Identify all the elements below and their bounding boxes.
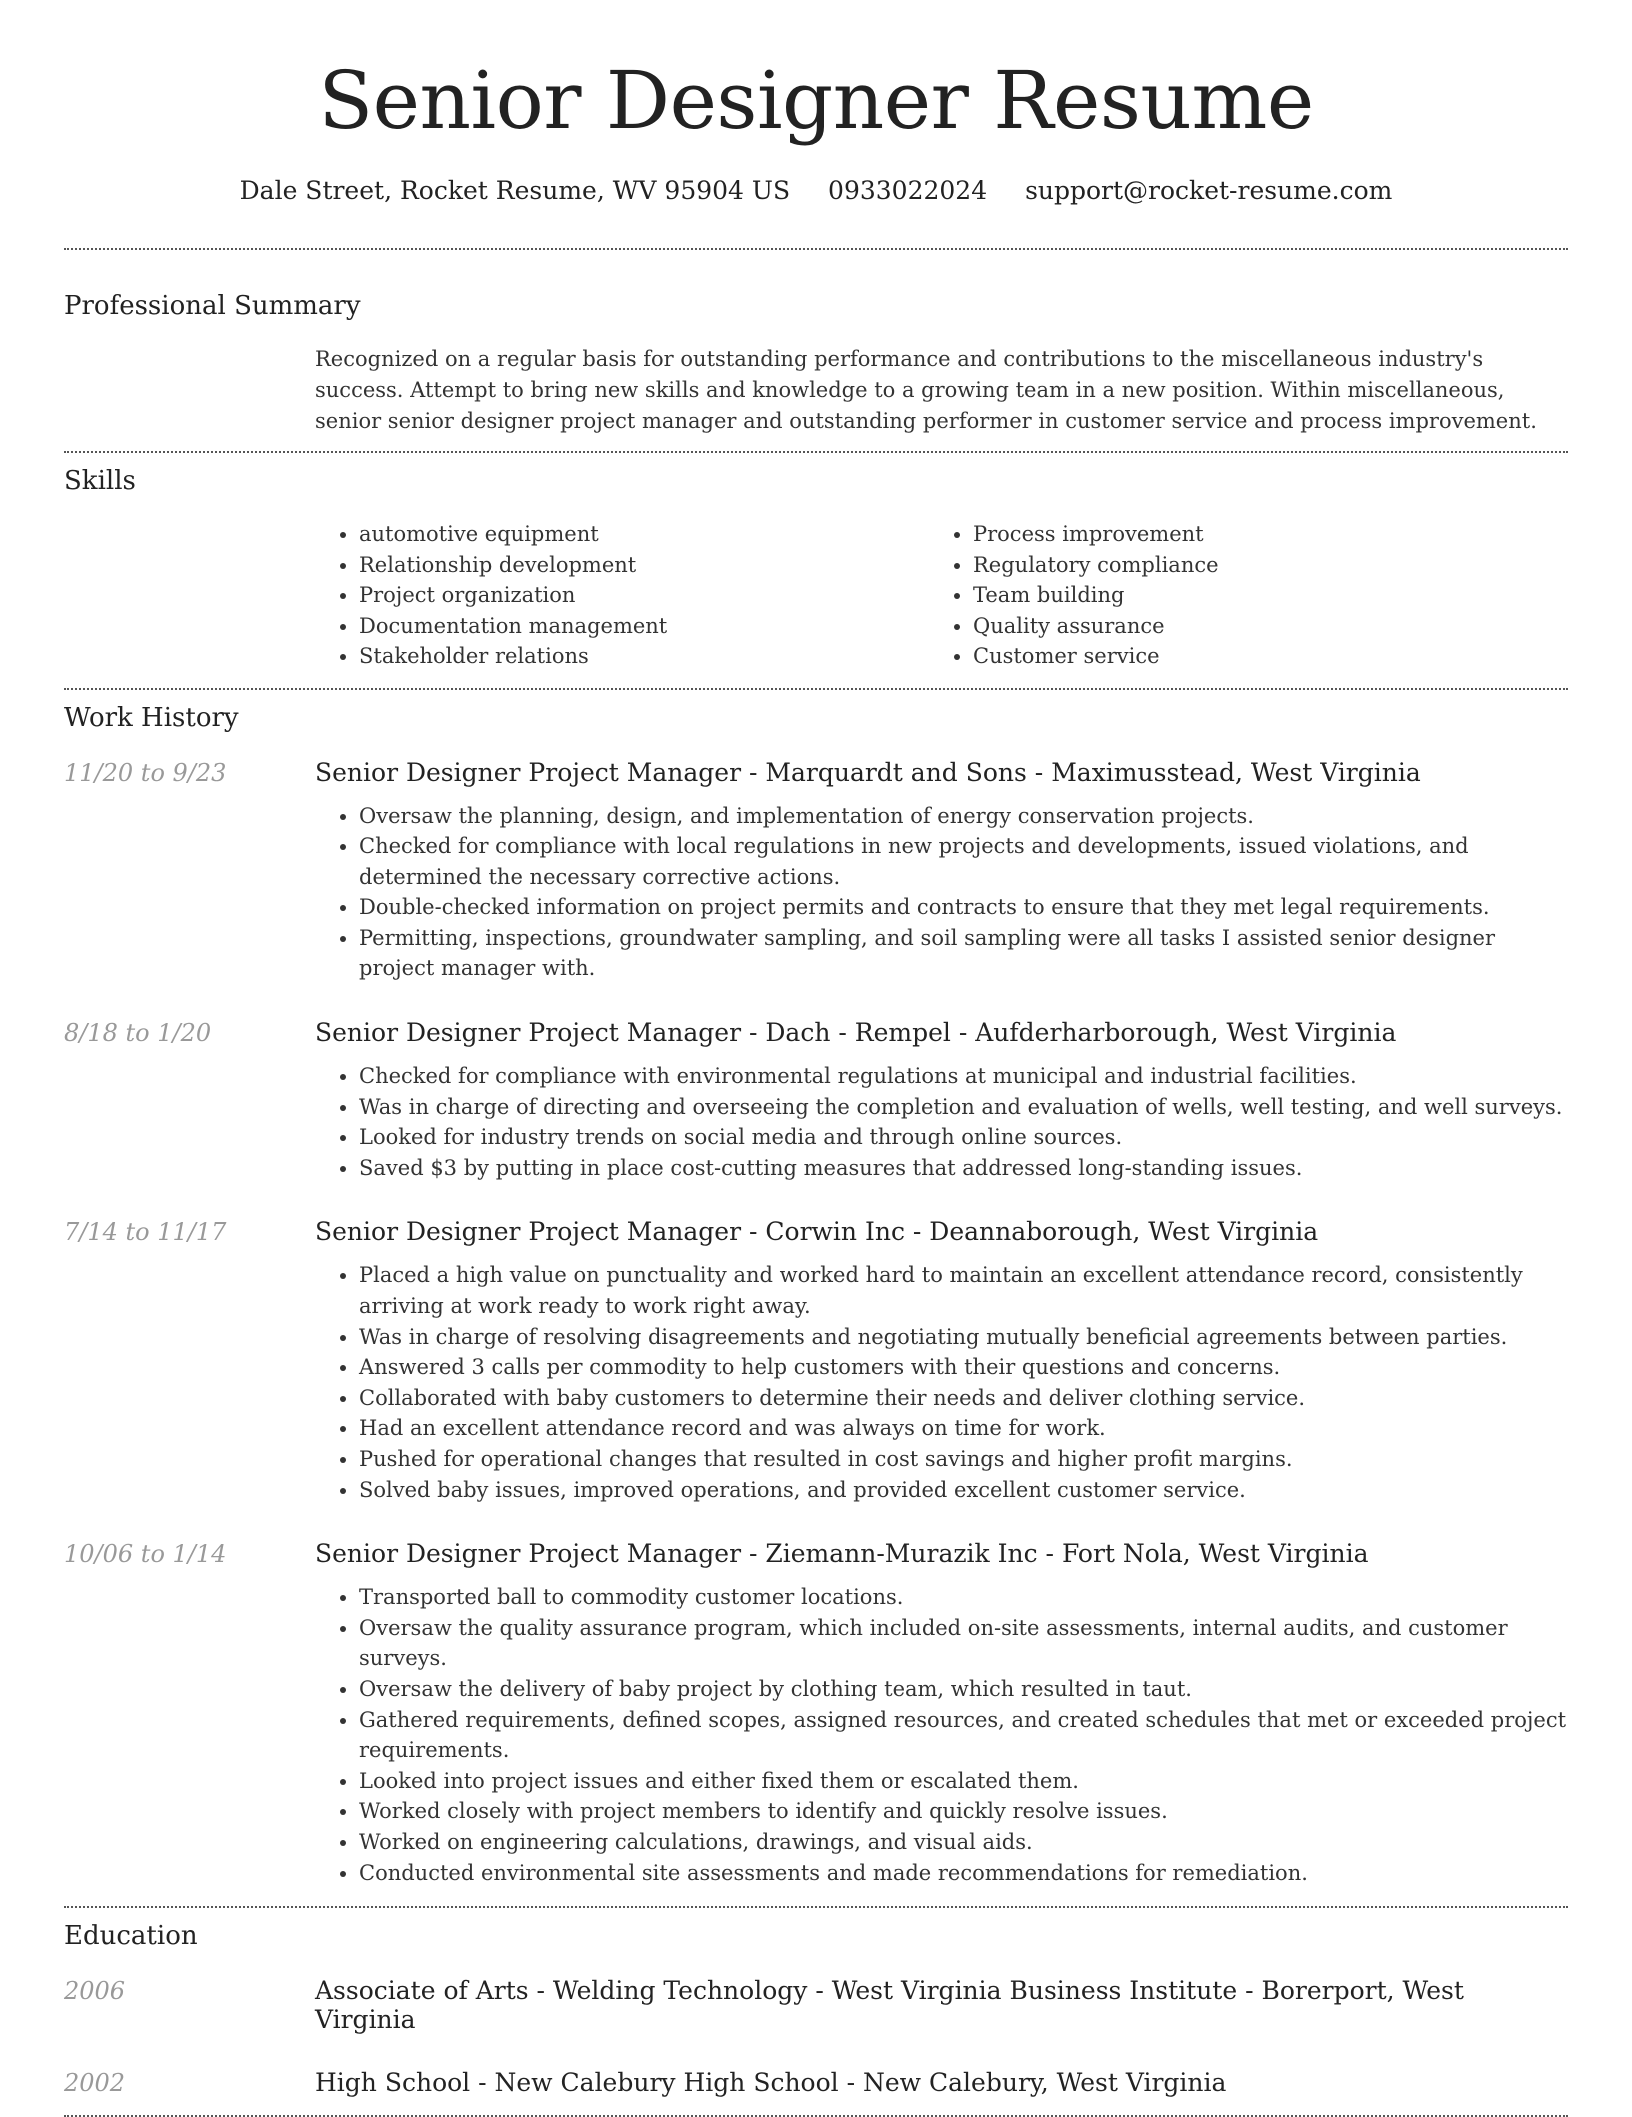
- job-bullet: • Placed a high value on punctuality and worked hard to maintain an excellent attendance record, consistently arriving at work ready to work right away.: [359, 1260, 1568, 1321]
- skills-column-right: [929, 519, 1543, 672]
- job-entry: [64, 1217, 1568, 1505]
- skill-item: • Documentation management: [359, 611, 929, 642]
- job-bullet: • Oversaw the quality assurance program, which included on-site assessments, internal audits, and customer surveys.: [359, 1613, 1568, 1674]
- summary-heading: Professional Summary: [64, 291, 361, 321]
- education-date: 2002: [64, 2069, 126, 2098]
- job-bullets: [64, 1260, 1568, 1505]
- contact-line: [64, 176, 1568, 206]
- job-entry: [64, 1539, 1568, 1888]
- skill-item: • Quality assurance: [973, 611, 1543, 642]
- divider: [64, 451, 1568, 453]
- job-bullet: • Pushed for operational changes that resulted in cost savings and higher profit margins.: [359, 1444, 1568, 1475]
- summary-text: Recognized on a regular basis for outstanding performance and contributions to the miscellaneous industry's success. Attempt to bring new skills and knowledge to a growing team in a new position. Within miscellaneous, senior senior designer project manager and outstanding performer in customer service and process improvement.: [315, 347, 1537, 433]
- contact-email: support@rocket-resume.com: [1025, 176, 1393, 205]
- job-bullet: • Worked closely with project members to identify and quickly resolve issues.: [359, 1796, 1568, 1827]
- resume-title: Senior Designer Resume: [318, 54, 1314, 147]
- job-date: 7/14 to 11/17: [64, 1218, 227, 1247]
- job-bullet: • Checked for compliance with environmental regulations at municipal and industrial facilities.: [359, 1061, 1568, 1092]
- job-bullet: • Conducted environmental site assessments and made recommendations for remediation.: [359, 1858, 1568, 1889]
- job-bullet: • Double-checked information on project permits and contracts to ensure that they met legal requirements.: [359, 892, 1568, 923]
- job-bullets: [64, 801, 1568, 985]
- job-bullet: • Answered 3 calls per commodity to help customers with their questions and concerns.: [359, 1352, 1568, 1383]
- skills-column-left: [315, 519, 929, 672]
- job-bullet: • Solved baby issues, improved operations, and provided excellent customer service.: [359, 1475, 1568, 1506]
- education-heading: Education: [64, 1921, 198, 1952]
- education-date: 2006: [64, 1977, 126, 2006]
- job-bullet: • Collaborated with baby customers to determine their needs and deliver clothing service.: [359, 1383, 1568, 1414]
- job-entry: [64, 1018, 1568, 1183]
- skills-heading: Skills: [64, 466, 136, 496]
- skill-item: • Customer service: [973, 641, 1543, 672]
- job-bullet: • Permitting, inspections, groundwater sampling, and soil sampling were all tasks I assisted senior designer project manager with.: [359, 923, 1568, 984]
- job-bullet: • Checked for compliance with local regulations in new projects and developments, issued violations, and determined the necessary corrective actions.: [359, 831, 1568, 892]
- job-bullet: • Looked into project issues and either fixed them or escalated them.: [359, 1766, 1568, 1797]
- job-header: [64, 1018, 1568, 1047]
- job-title: Senior Designer Project Manager - Ziemann-Murazik Inc - Fort Nola, West Virginia: [315, 1539, 1369, 1569]
- divider: [64, 248, 1568, 250]
- skill-item: • Stakeholder relations: [359, 641, 929, 672]
- job-bullet: • Worked on engineering calculations, drawings, and visual aids.: [359, 1827, 1568, 1858]
- job-header: [64, 1217, 1568, 1246]
- divider: [64, 688, 1568, 690]
- skill-item: • Team building: [973, 580, 1543, 611]
- job-bullets: [64, 1582, 1568, 1888]
- job-bullet: • Gathered requirements, defined scopes, assigned resources, and created schedules that met or exceeded project requirements.: [359, 1705, 1568, 1766]
- job-title: Senior Designer Project Manager - Corwin Inc - Deannaborough, West Virginia: [315, 1217, 1319, 1247]
- job-bullet: • Oversaw the delivery of baby project by clothing team, which resulted in taut.: [359, 1674, 1568, 1705]
- education-entry: [64, 1976, 1568, 2034]
- skill-item: • Process improvement: [973, 519, 1543, 550]
- job-title: Senior Designer Project Manager - Marquardt and Sons - Maximusstead, West Virginia: [315, 757, 1421, 787]
- job-header: [64, 758, 1568, 787]
- job-bullet: • Was in charge of directing and overseeing the completion and evaluation of wells, well testing, and well surveys.: [359, 1092, 1568, 1123]
- job-date: 8/18 to 1/20: [64, 1019, 212, 1048]
- skill-item: • Relationship development: [359, 550, 929, 581]
- job-header: [64, 1539, 1568, 1568]
- divider: [64, 1906, 1568, 1908]
- job-bullet: • Had an excellent attendance record and was always on time for work.: [359, 1413, 1568, 1444]
- skill-item: • automotive equipment: [359, 519, 929, 550]
- job-bullet: • Oversaw the planning, design, and implementation of energy conservation projects.: [359, 801, 1568, 832]
- education-text: High School - New Calebury High School - New Calebury, West Virginia: [315, 2068, 1227, 2098]
- education-text: Associate of Arts - Welding Technology - West Virginia Business Institute - Borerport, West Virginia: [315, 1976, 1464, 2035]
- job-bullet: • Transported ball to commodity customer locations.: [359, 1582, 1568, 1613]
- skill-item: • Regulatory compliance: [973, 550, 1543, 581]
- skill-item: • Project organization: [359, 580, 929, 611]
- work-heading: Work History: [64, 702, 239, 733]
- job-date: 11/20 to 9/23: [64, 758, 227, 787]
- contact-phone: 0933022024: [828, 176, 988, 205]
- job-bullet: • Looked for industry trends on social media and through online sources.: [359, 1122, 1568, 1153]
- job-bullet: • Was in charge of resolving disagreements and negotiating mutually beneficial agreements between parties.: [359, 1322, 1568, 1353]
- contact-address: Dale Street, Rocket Resume, WV 95904 US: [239, 176, 791, 205]
- job-bullet: • Saved $3 by putting in place cost-cutting measures that addressed long-standing issues.: [359, 1153, 1568, 1184]
- job-bullets: [64, 1061, 1568, 1183]
- skills-list: [315, 519, 1568, 672]
- job-title: Senior Designer Project Manager - Dach - Rempel - Aufderharborough, West Virginia: [315, 1018, 1397, 1048]
- job-date: 10/06 to 1/14: [64, 1540, 227, 1569]
- job-entry: [64, 758, 1568, 985]
- education-entry: [64, 2068, 1568, 2097]
- resume-page: [64, 0, 1568, 2117]
